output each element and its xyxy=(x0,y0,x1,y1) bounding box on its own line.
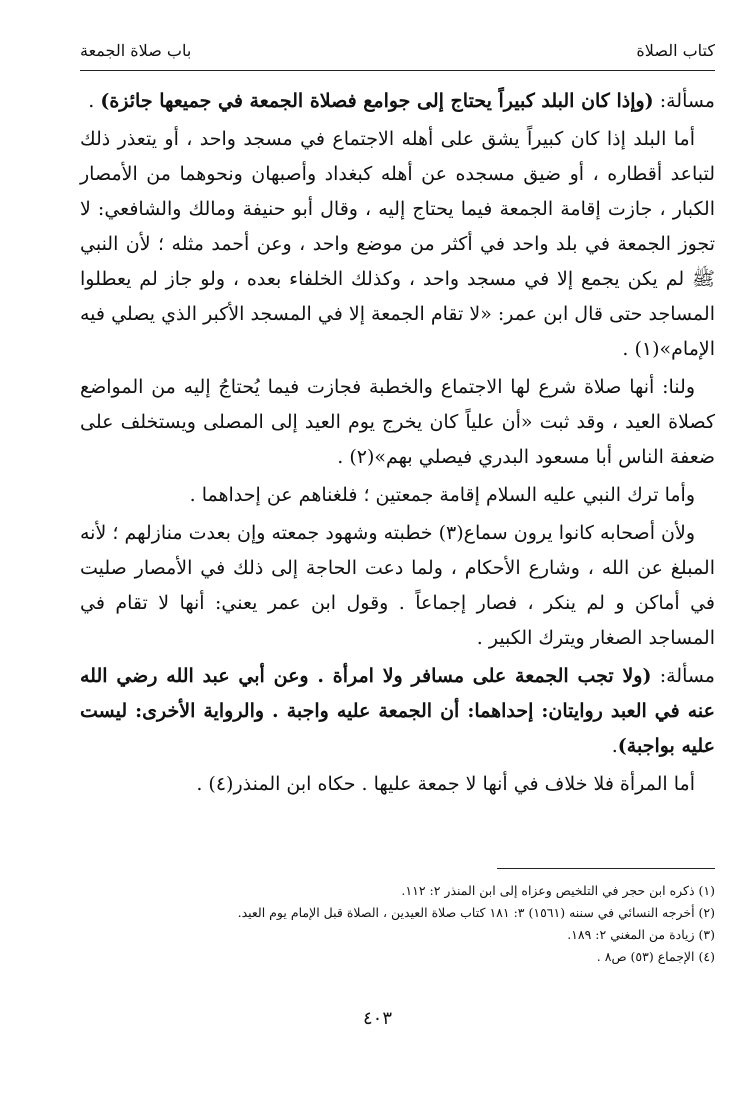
masala-label: مسألة: xyxy=(653,90,715,112)
paragraph: وأما ترك النبي عليه السلام إقامة جمعتين ؛ فلغناهم عن إحداهما . xyxy=(189,484,695,506)
running-header xyxy=(80,30,715,71)
main-text xyxy=(80,84,715,805)
paragraph: ولأن أصحابه كانوا يرون سماع(٣) خطبته وشهود جمعته وإن بعدت منازلهم ؛ لأنه المبلغ عن الله ، وشارع الأحكام ، ولما دعت الحاجة إلى ذلك في الأمصار صليت في أماكن و لم ينكر ، فصار إجماعاً . وقول ابن عمر يعني: أنها لا تقام في المساجد الصغار ويترك الكبير . xyxy=(80,522,715,649)
header-chapter-title: باب صلاة الجمعة xyxy=(80,40,192,60)
paragraph-masala-1 xyxy=(80,84,715,119)
footnotes-divider xyxy=(497,868,715,869)
footnote-3: (٣) زيادة من المغني ٢: ١٨٩. xyxy=(567,927,715,942)
page-number: ٤٠٣ xyxy=(362,1008,392,1029)
paragraph: ولنا: أنها صلاة شرع لها الاجتماع والخطبة فجازت فيما يُحتاجُ إليه من المواضع كصلاة العيد ، وقد ثبت «أن علياً كان يخرج يوم العيد إلى المصلى ويستخلف على ضعفة الناس أبا مسعود البدري فيصلي بهم»(٢) . xyxy=(80,376,715,468)
masala-statement: (وإذا كان البلد كبيراً يحتاج إلى جوامع فصلاة الجمعة في جميعها جائزة) xyxy=(100,90,654,112)
paragraph-text: . xyxy=(611,735,618,757)
masala-statement: (ولا تجب الجمعة على مسافر ولا امرأة . وعن أبي عبد الله رضي الله عنه في العبد روايتان: إحداهما: أن الجمعة عليه واجبة . والرواية الأخرى: ليست عليه بواجبة) xyxy=(80,665,715,757)
masala-label: مسألة: xyxy=(651,665,715,687)
paragraph-text: . xyxy=(88,90,101,112)
footnote-2: (٢) أخرجه النسائي في سننه (١٥٦١) ٣: ١٨١ كتاب صلاة العيدين ، الصلاة قبل الإمام يوم العيد. xyxy=(237,905,715,920)
paragraph-masala-2 xyxy=(80,659,715,764)
paragraph: أما المرأة فلا خلاف في أنها لا جمعة عليها . حكاه ابن المنذر(٤) . xyxy=(196,773,695,795)
footnotes xyxy=(80,880,715,968)
footnote-4: (٤) الإجماع (٥٣) ص٨ . xyxy=(596,949,715,964)
footnote-1: (١) ذكره ابن حجر في التلخيص وعزاه إلى ابن المنذر ٢: ١١٢. xyxy=(401,883,715,898)
header-book-title: كتاب الصلاة xyxy=(636,40,715,60)
paragraph: أما البلد إذا كان كبيراً يشق على أهله الاجتماع في مسجد واحد ، أو يتعذر ذلك لتباعد أقطاره ، أو ضيق مسجده عن أهله كبغداد وأصبهان ونحوهما من الأمصار الكبار ، جازت إقامة الجمعة فيما يحتاج إليه ، وقال أبو حنيفة ومالك والشافعي: لا تجوز الجمعة في بلد واحد في أكثر من موضع واحد ، وعن أحمد مثله ؛ لأن النبي ﷺ لم يكن يجمع إلا في مسجد واحد ، وكذلك الخلفاء بعده ، ولو جاز لم يعطلوا المساجد حتى قال ابن عمر: «لا تقام الجمعة إلا في المسجد الأكبر الذي يصلي فيه الإمام»(١) . xyxy=(80,128,715,360)
